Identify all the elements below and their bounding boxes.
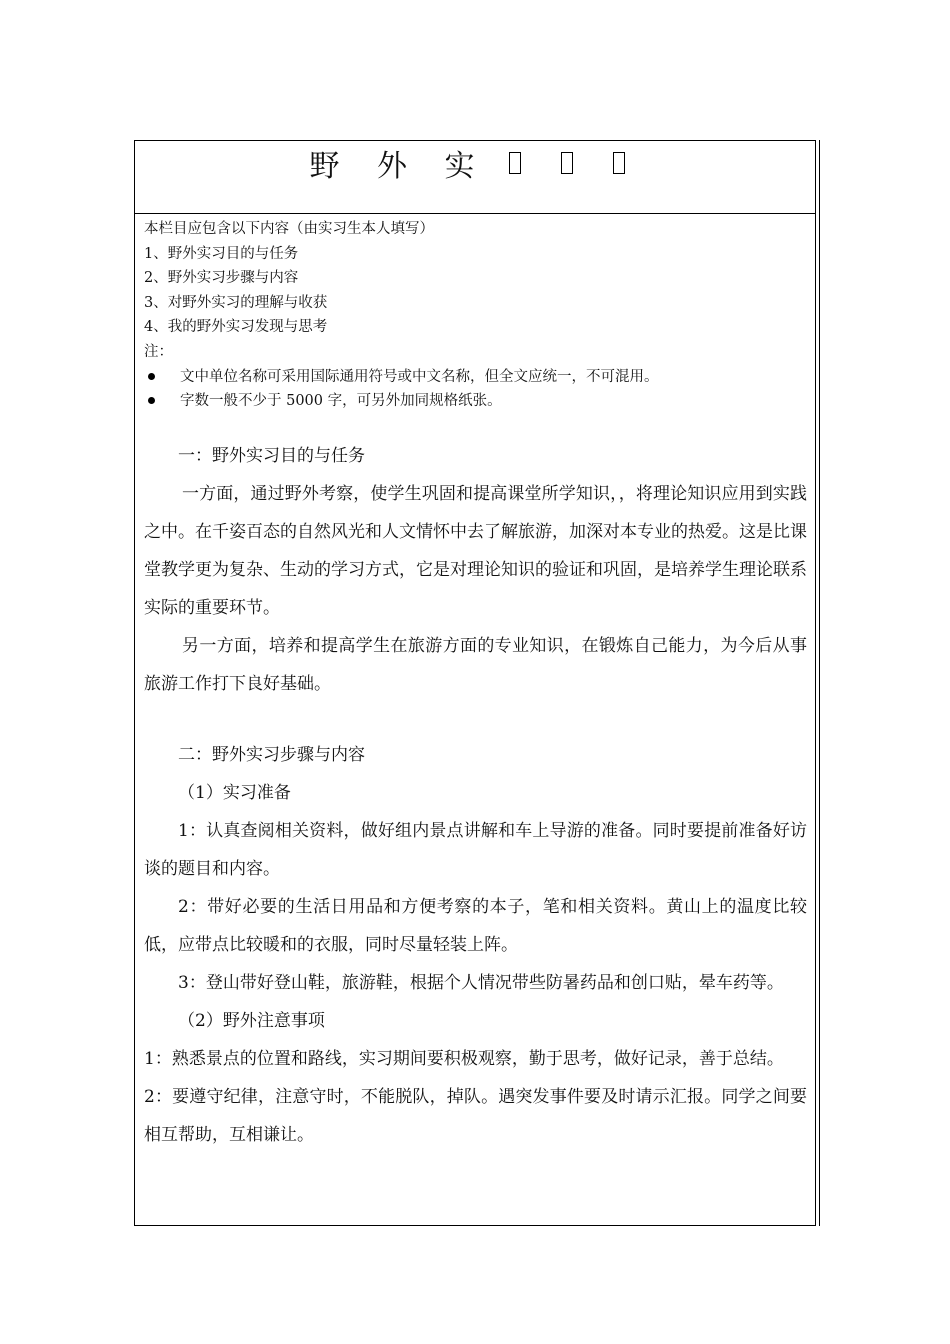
header-row: [135, 141, 815, 214]
content-cell: [144, 217, 807, 1154]
note-item: [144, 365, 807, 390]
missing-glyph-box: [613, 152, 625, 174]
report-table: [134, 140, 816, 1226]
section-heading: 二：野外实习步骤与内容: [178, 744, 365, 765]
page-title: [135, 149, 817, 185]
body-paragraph: 1：认真查阅相关资料，做好组内景点讲解和车上导游的准备。同时要提前准备好访谈的题目和内容。: [144, 820, 807, 879]
body-paragraph: 1：熟悉景点的位置和路线，实习期间要积极观察，勤于思考，做好记录，善于总结。: [144, 1048, 784, 1069]
body-paragraph: 2：带好必要的生活日用品和方便考察的本子，笔和相关资料。黄山上的温度比较低，应带点比较暖和的衣服，同时尽量轻装上阵。: [144, 896, 807, 955]
instruction-item: 4、我的野外实习发现与思考: [144, 319, 328, 336]
body-paragraph: 3：登山带好登山鞋，旅游鞋，根据个人情况带些防暑药品和创口贴，晕车药等。: [178, 972, 784, 993]
instruction-item: 2、野外实习步骤与内容: [144, 270, 299, 287]
missing-glyph-box: [561, 152, 573, 174]
body-paragraph: 另一方面，培养和提高学生在旅游方面的专业知识，在锻炼自己能力，为今后从事旅游工作打下良好基础。: [144, 635, 807, 694]
note-text: 文中单位名称可采用国际通用符号或中文名称，但全文应统一，不可混用。: [180, 368, 659, 385]
missing-glyph-box: [509, 152, 521, 174]
instruction-item: 3、对野外实习的理解与收获: [144, 294, 328, 311]
note-label: 注：: [144, 343, 173, 360]
instructions-intro: 本栏目应包含以下内容（由实习生本人填写）: [144, 221, 434, 237]
body-paragraph: 一方面，通过野外考察，使学生巩固和提高课堂所学知识，，将理论知识应用到实践之中。在千姿百态的自然风光和人文情怀中去了解旅游，加深对本专业的热爱。这是比课堂教学更为复杂、生动的学习方式，它是对理论知识的验证和巩固，是培养学生理论联系实际的重要环节。: [144, 483, 807, 618]
instruction-item: 1、野外实习目的与任务: [144, 245, 299, 262]
bullet-icon: [148, 397, 155, 404]
note-item: [144, 389, 807, 414]
subsection-heading: （1）实习准备: [178, 782, 291, 803]
subsection-heading: （2）野外注意事项: [178, 1010, 325, 1031]
bullet-icon: [148, 373, 155, 380]
note-text: 字数一般不少于 5000 字，可另外加同规格纸张。: [180, 393, 502, 410]
title-text: 野 外 实: [309, 149, 489, 184]
body-paragraph: 2：要遵守纪律，注意守时，不能脱队，掉队。遇突发事件要及时请示汇报。同学之间要相互帮助，互相谦让。: [144, 1086, 807, 1145]
section-heading: 一：野外实习目的与任务: [178, 445, 365, 466]
